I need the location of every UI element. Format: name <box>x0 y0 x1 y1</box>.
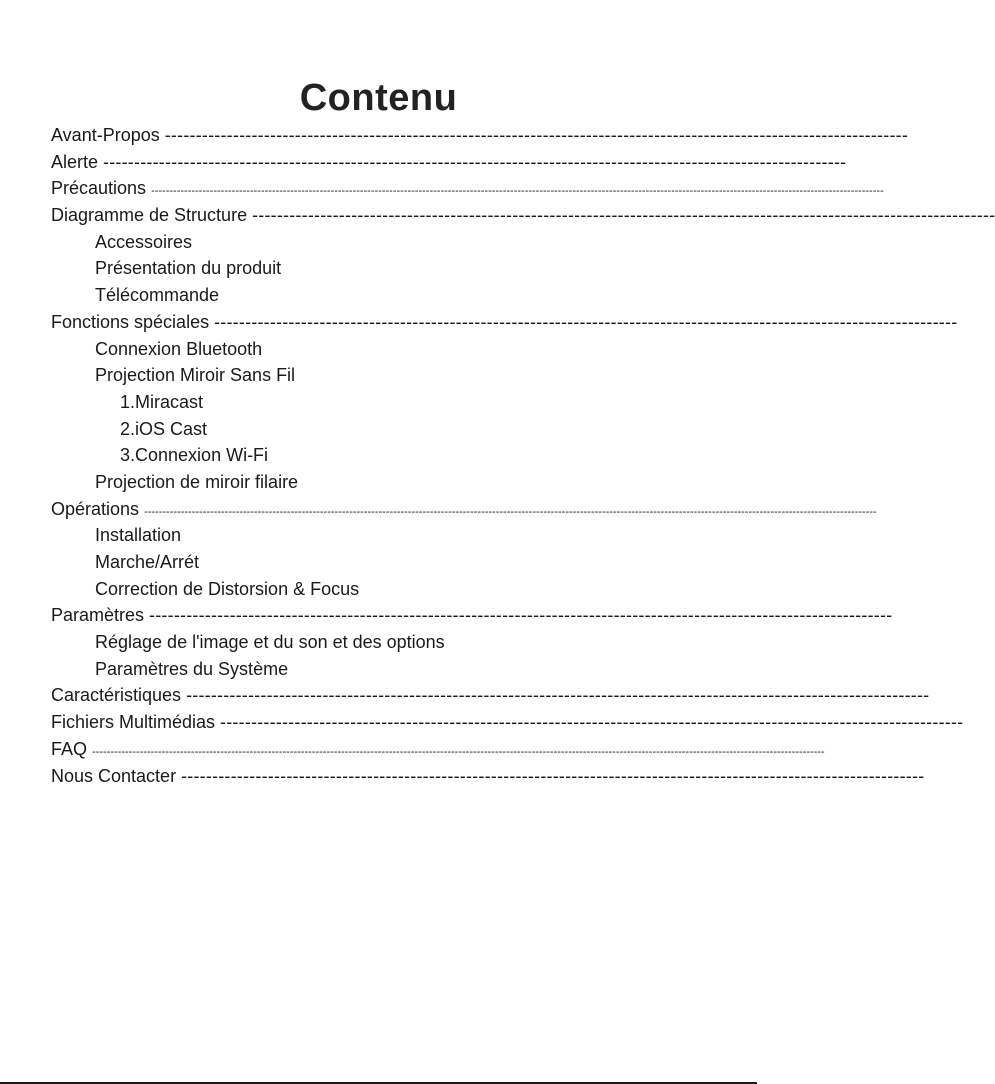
toc-entry-label: Diagramme de Structure <box>51 205 248 226</box>
toc-entry <box>51 202 995 229</box>
dot-leader: ------------------------------------------------------------------------------------------------------------------------ <box>181 765 925 786</box>
toc-entry-label: Télécommande <box>95 285 220 306</box>
toc-entry <box>51 656 683 683</box>
dot-leader: ------------------------------------------------------------------------------------------------------------------------ <box>252 205 995 226</box>
dot-leader: ------------------------------------------------------------------------------------------------------------------------ <box>214 311 958 332</box>
toc-entry <box>51 149 847 176</box>
toc-entry <box>51 255 683 282</box>
toc-entry <box>51 629 683 656</box>
table-of-contents <box>51 122 995 789</box>
toc-entry-label: Paramètres du Système <box>95 658 289 679</box>
toc-entry-label: FAQ <box>51 738 88 759</box>
toc-entry-label: 1.Miracast <box>120 391 204 412</box>
page-title: Contenu <box>299 77 458 120</box>
dot-leader: ------------------------------------------------------------------------------------------------------------------------ <box>220 712 964 733</box>
toc-entry <box>51 709 964 736</box>
toc-entry-label: Nous Contacter <box>51 765 177 786</box>
toc-entry <box>51 229 683 256</box>
toc-entry <box>51 442 683 469</box>
toc-entry-label: Avant-Propos <box>51 125 160 145</box>
toc-entry <box>51 522 683 549</box>
dot-leader: -------------------------------------------------------------------------------------------------------------------------------------------------------------------------------------------------------- <box>92 745 825 758</box>
toc-entry <box>51 389 683 416</box>
toc-entry-label: Connexion Bluetooth <box>95 338 263 359</box>
toc-entry-label: Paramètres <box>51 605 145 626</box>
toc-entry-label: 3.Connexion Wi-Fi <box>120 445 269 466</box>
toc-entry <box>51 282 683 309</box>
toc-entry <box>51 122 909 149</box>
toc-entry-label: Fonctions spéciales <box>51 311 210 332</box>
toc-entry <box>51 602 893 629</box>
dot-leader: ------------------------------------------------------------------------------------------------------------------------ <box>103 151 847 172</box>
toc-entry-label: Accessoires <box>95 231 193 252</box>
toc-entry <box>51 496 877 523</box>
toc-entry-label: Caractéristiques <box>51 685 182 706</box>
toc-entry <box>51 682 930 709</box>
toc-entry-label: Projection de miroir filaire <box>95 471 299 492</box>
toc-entry <box>51 469 683 496</box>
toc-entry-label: Précautions <box>51 178 147 199</box>
toc-entry-label: Installation <box>95 525 182 546</box>
toc-entry-label: Projection Miroir Sans Fil <box>95 365 296 386</box>
toc-entry <box>51 763 925 790</box>
dot-leader: -------------------------------------------------------------------------------------------------------------------------------------------------------------------------------------------------------- <box>144 505 877 518</box>
toc-entry <box>51 736 825 763</box>
toc-entry-label: Marche/Arrét <box>95 552 200 572</box>
toc-entry-label: 2.iOS Cast <box>120 418 208 439</box>
toc-entry <box>51 175 884 202</box>
toc-entry-label: Alerte <box>51 151 99 172</box>
toc-entry <box>51 549 683 576</box>
dot-leader: ------------------------------------------------------------------------------------------------------------------------ <box>186 685 930 706</box>
toc-entry <box>51 336 683 363</box>
dot-leader: -------------------------------------------------------------------------------------------------------------------------------------------------------------------------------------------------------- <box>151 185 884 198</box>
toc-entry-label: Fichiers Multimédias <box>51 712 216 733</box>
toc-entry-label: Correction de Distorsion & Focus <box>95 578 360 599</box>
toc-entry <box>51 362 683 389</box>
toc-entry <box>51 416 683 443</box>
toc-entry-label: Opérations <box>51 498 140 519</box>
toc-entry-label: Réglage de l'image et du son et des options <box>95 632 445 653</box>
dot-leader: ------------------------------------------------------------------------------------------------------------------------ <box>149 605 893 626</box>
toc-entry-label: Présentation du produit <box>95 258 282 279</box>
dot-leader: ------------------------------------------------------------------------------------------------------------------------ <box>164 125 909 145</box>
toc-entry <box>51 576 683 603</box>
toc-entry <box>51 309 958 336</box>
